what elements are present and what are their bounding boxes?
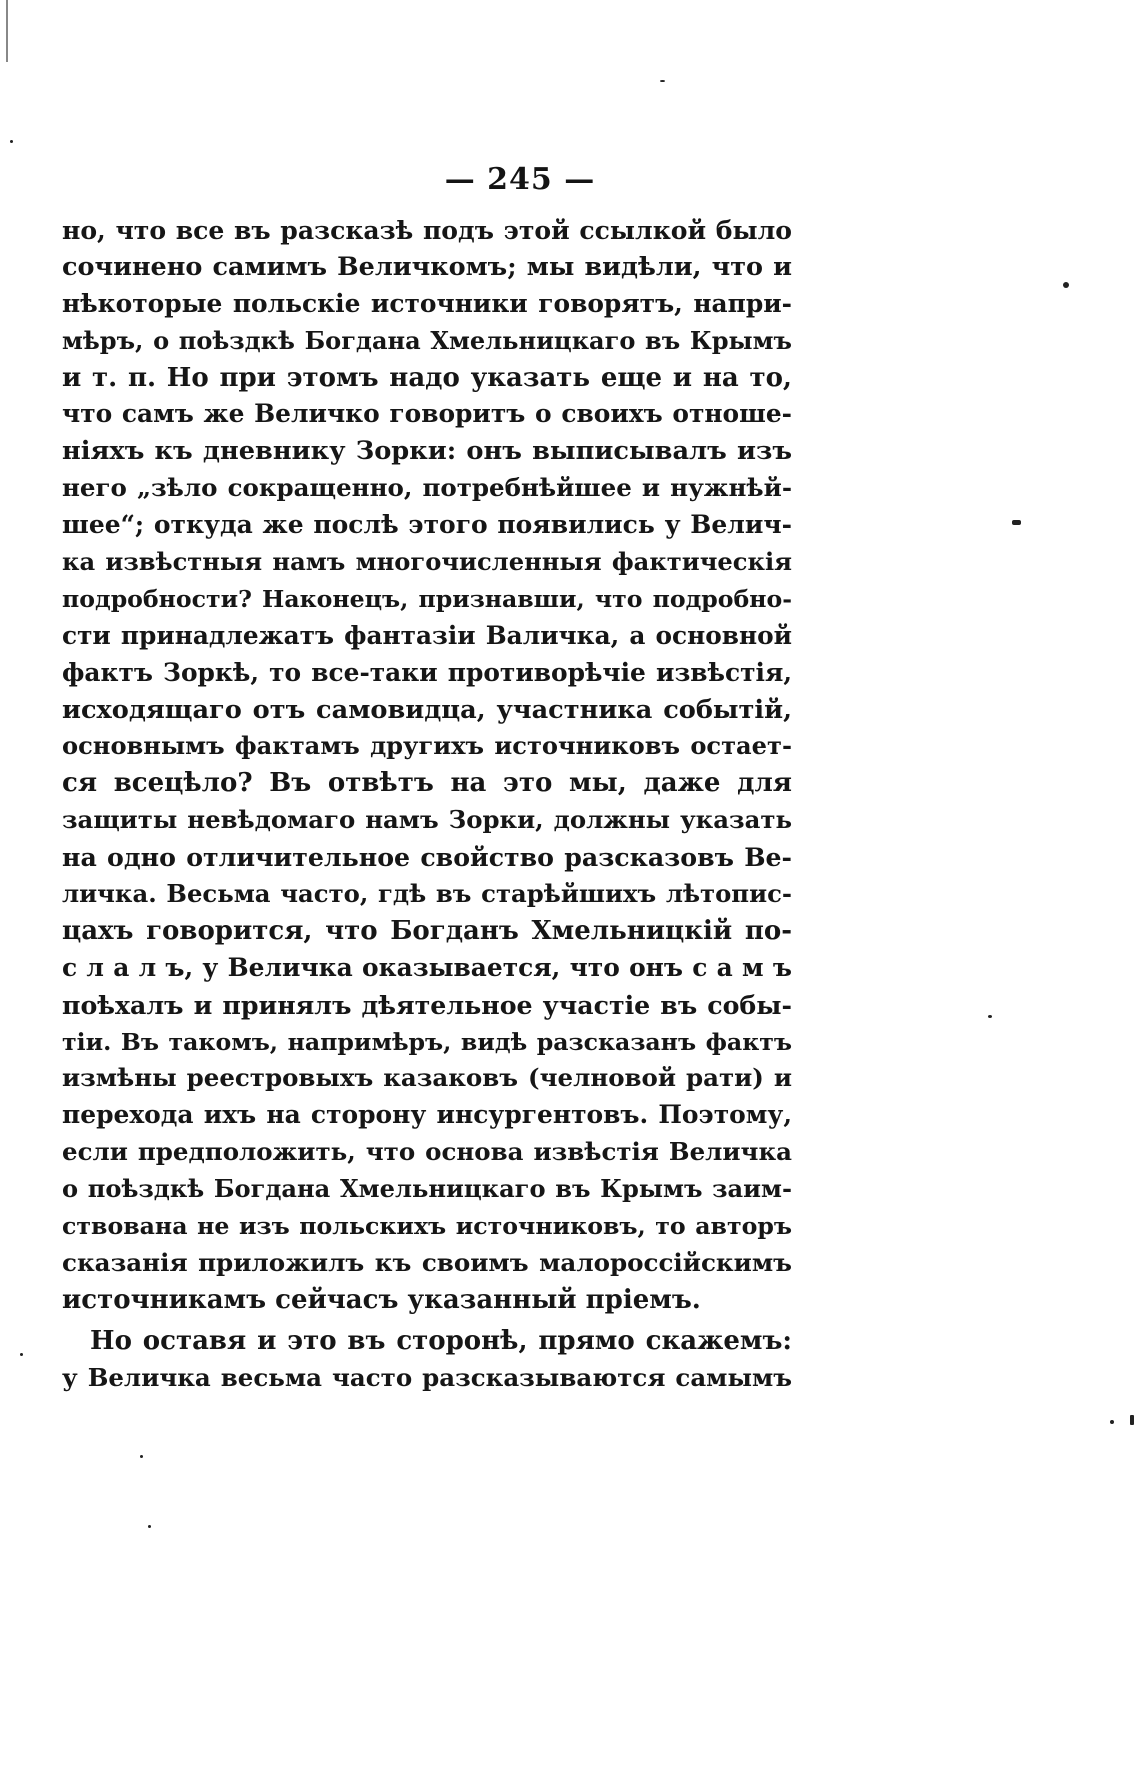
text-line: сти принадлежатъ фантазіи Валичка, а основной — [62, 620, 792, 650]
text-line: защиты невѣдомаго намъ Зорки, должны указать — [62, 805, 792, 835]
text-line: него „зѣло сокращенно, потребнѣйшее и нужнѣй- — [62, 473, 792, 503]
scan-speck — [140, 1455, 143, 1458]
paragraph-1 — [62, 212, 792, 1319]
text-line: измѣны реестровыхъ казаковъ (челновой рати) и — [62, 1063, 792, 1093]
text-line: поѣхалъ и принялъ дѣятельное участіе въ собы- — [62, 989, 792, 1020]
text-line: перехода ихъ на сторону инсургентовъ. Поэтому, — [62, 1100, 792, 1130]
text-line: подробности? Наконецъ, признавши, что подробно- — [62, 584, 792, 613]
text-line: шее“; откуда же послѣ этого появились у Велич- — [62, 510, 792, 540]
text-line: ніяхъ къ дневнику Зорки: онъ выписывалъ изъ — [62, 436, 792, 467]
text-line: тіи. Въ такомъ, напримѣръ, видѣ разсказанъ фактъ — [62, 1027, 792, 1056]
text-line: но, что все въ разсказѣ подъ этой ссылкой было — [62, 215, 792, 245]
text-line: что самъ же Величко говоритъ о своихъ отноше- — [62, 399, 792, 429]
text-line: у Величка весьма часто разсказываются самымъ — [62, 1362, 792, 1392]
page-number: — 245 — — [444, 162, 596, 197]
text-line: мѣръ, о поѣздкѣ Богдана Хмельницкаго въ Крымъ — [62, 325, 792, 355]
scan-speck — [988, 1015, 992, 1018]
text-line: цахъ говорится, что Богданъ Хмельницкій по- — [62, 915, 792, 946]
text-line: ка извѣстныя намъ многочисленныя фактическія — [62, 547, 792, 577]
scan-speck — [20, 1353, 23, 1356]
paragraph-2 — [62, 1323, 792, 1397]
scan-speck — [10, 140, 13, 143]
text-line: сказанія приложилъ къ своимъ малороссійскимъ — [62, 1247, 792, 1277]
scan-speck — [1012, 520, 1021, 525]
body-text — [62, 212, 792, 1397]
text-line: и т. п. Но при этомъ надо указать еще и на то, — [62, 362, 792, 393]
scan-speck — [1063, 282, 1069, 288]
text-line: фактъ Зоркѣ, то все-таки противорѣчіе извѣстія, — [62, 657, 792, 687]
text-line: нѣкоторые польскіе источники говорятъ, напри- — [62, 288, 792, 318]
text-line: с л а л ъ, у Величка оказывается, что онъ с а м ъ — [62, 952, 792, 982]
text-line: исходящаго отъ самовидца, участника событій, — [62, 694, 792, 725]
text-line: ствована не изъ польскихъ источниковъ, то авторъ — [62, 1212, 792, 1241]
scan-speck — [660, 80, 665, 82]
text-line: если предположить, что основа извѣстія Величка — [62, 1137, 792, 1167]
text-line: сочинено самимъ Величкомъ; мы видѣли, что и — [62, 251, 792, 282]
text-line: на одно отличительное свойство разсказовъ Ве- — [62, 842, 792, 873]
text-line: о поѣздкѣ Богдана Хмельницкаго въ Крымъ заим- — [62, 1174, 792, 1204]
scan-speck — [1110, 1420, 1114, 1424]
scan-edge-mark — [6, 0, 8, 62]
scan-speck — [148, 1525, 151, 1528]
text-line: источникамъ сейчасъ указанный пріемъ. — [62, 1284, 701, 1315]
text-line: ся всецѣло? Въ отвѣтъ на это мы, даже для — [62, 768, 792, 799]
scan-speck — [1130, 1415, 1134, 1425]
text-line: Но оставя и это въ сторонѣ, прямо скажемъ: — [90, 1325, 792, 1356]
text-line: личка. Весьма часто, гдѣ въ старѣйшихъ лѣтопис- — [62, 879, 792, 909]
text-line: основнымъ фактамъ другихъ источниковъ остает- — [62, 731, 792, 761]
